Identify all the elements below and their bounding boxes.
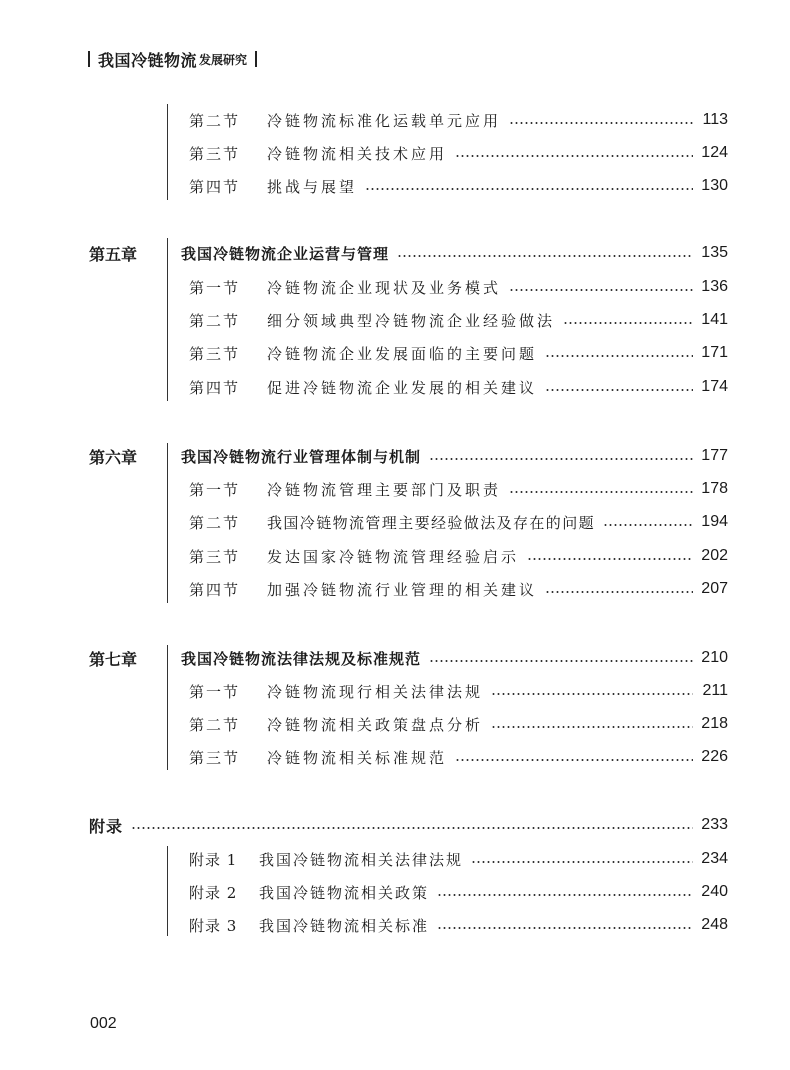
toc-entry[interactable] [0,912,790,938]
chapter-entry[interactable] [0,240,790,266]
page-number: 130 [701,177,728,194]
section-label: 第四节 [189,580,241,599]
page-number: 211 [702,682,728,699]
appendix-entry[interactable] [0,812,790,838]
section-title: 冷链物流企业现状及业务模式 [267,278,502,297]
section-label: 第二节 [189,513,241,532]
section-label: 第二节 [189,715,241,734]
toc-entry[interactable] [0,374,790,400]
toc-entry[interactable] [0,173,790,199]
header-subtitle: 发展研究 [199,52,248,67]
leader-dots [563,322,693,324]
section-label: 第一节 [189,682,241,701]
leader-dots [509,122,693,124]
section-label: 第三节 [189,748,241,767]
chapter-title: 我国冷链物流法律法规及标准规范 [181,649,422,668]
section-label: 第四节 [189,177,241,196]
section-title: 加强冷链物流行业管理的相关建议 [267,580,538,599]
leader-dots [545,355,693,357]
header-bar-right [255,51,257,67]
section-title: 促进冷链物流企业发展的相关建议 [267,378,538,397]
leader-dots [471,861,693,863]
toc-entry[interactable] [0,340,790,366]
page-number: 194 [701,513,728,530]
page-number: 207 [701,580,728,597]
appendix-label: 附录 [89,816,124,836]
leader-dots [429,458,693,460]
appendix-item-label: 附录 1 [189,850,238,869]
chapter-label: 第六章 [89,447,138,467]
section-label: 第三节 [189,547,241,566]
toc-entry[interactable] [0,107,790,133]
running-header [88,47,257,71]
section-label: 第四节 [189,378,241,397]
chapter-title: 我国冷链物流企业运营与管理 [181,244,390,263]
page-number: 233 [701,816,728,833]
leader-dots [545,389,693,391]
section-title: 冷链物流标准化运载单元应用 [267,111,502,130]
toc-entry[interactable] [0,509,790,535]
appendix-item-label: 附录 3 [189,916,238,935]
section-title: 冷链物流企业发展面临的主要问题 [267,344,538,363]
section-title: 冷链物流现行相关法律法规 [267,682,484,701]
leader-dots [603,524,693,526]
leader-dots [545,591,693,593]
appendix-item-title: 我国冷链物流相关法律法规 [259,850,464,869]
page-number: 177 [701,447,728,464]
section-title: 细分领域典型冷链物流企业经验做法 [267,311,556,330]
toc-entry[interactable] [0,846,790,872]
leader-dots [509,289,693,291]
leader-dots [509,491,693,493]
page-number: 141 [701,311,728,328]
chapter-entry[interactable] [0,645,790,671]
leader-dots [455,759,693,761]
page-number: 136 [701,278,728,295]
section-title: 冷链物流相关政策盘点分析 [267,715,484,734]
section-label: 第三节 [189,144,241,163]
page-number: 210 [701,649,728,666]
section-label: 第二节 [189,111,241,130]
leader-dots [527,558,693,560]
leader-dots [365,188,693,190]
appendix-item-title: 我国冷链物流相关标准 [259,916,430,935]
leader-dots [437,927,693,929]
toc-entry[interactable] [0,274,790,300]
toc-entry[interactable] [0,711,790,737]
leader-dots [131,827,693,829]
section-title: 挑战与展望 [267,177,358,196]
page-number: 113 [702,111,728,128]
leader-dots [491,693,693,695]
section-title: 我国冷链物流管理主要经验做法及存在的问题 [267,513,596,532]
page-number: 218 [701,715,728,732]
leader-dots [437,894,693,896]
appendix-item-title: 我国冷链物流相关政策 [259,883,430,902]
section-label: 第一节 [189,278,241,297]
page-number: 174 [701,378,728,395]
toc-entry[interactable] [0,140,790,166]
page-number: 240 [701,883,728,900]
header-bar-left [88,51,90,67]
section-label: 第三节 [189,344,241,363]
leader-dots [429,660,693,662]
toc-entry[interactable] [0,576,790,602]
toc-entry[interactable] [0,879,790,905]
page-number: 202 [701,547,728,564]
header-title: 我国冷链物流 [98,50,198,70]
toc-entry[interactable] [0,307,790,333]
chapter-entry[interactable] [0,443,790,469]
page-number: 171 [701,344,728,361]
section-label: 第一节 [189,480,241,499]
section-title: 冷链物流相关技术应用 [267,144,448,163]
leader-dots [491,726,693,728]
chapter-label: 第七章 [89,649,138,669]
page-number: 248 [701,916,728,933]
toc-entry[interactable] [0,543,790,569]
section-title: 冷链物流相关标准规范 [267,748,448,767]
toc-entry[interactable] [0,678,790,704]
section-title: 冷链物流管理主要部门及职责 [267,480,502,499]
section-title: 发达国家冷链物流管理经验启示 [267,547,520,566]
chapter-title: 我国冷链物流行业管理体制与机制 [181,447,422,466]
folio-page-number: 002 [90,1015,117,1032]
page-number: 135 [701,244,728,261]
toc-entry[interactable] [0,744,790,770]
chapter-label: 第五章 [89,244,138,264]
appendix-item-label: 附录 2 [189,883,238,902]
page-number: 234 [701,850,728,867]
page-number: 178 [701,480,728,497]
page-number: 124 [701,144,728,161]
leader-dots [455,155,693,157]
leader-dots [397,255,693,257]
toc-entry[interactable] [0,476,790,502]
page-number: 226 [701,748,728,765]
section-label: 第二节 [189,311,241,330]
